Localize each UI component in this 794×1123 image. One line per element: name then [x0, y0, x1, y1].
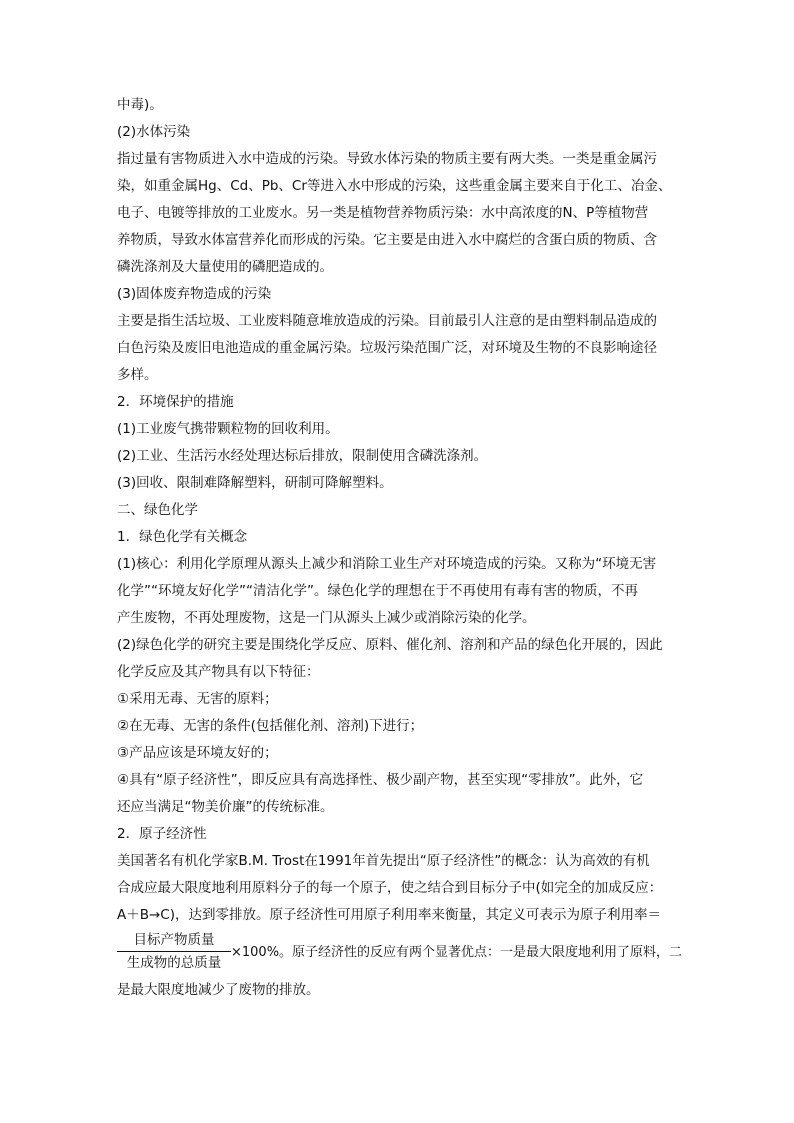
text-line: (2)绿色化学的研究主要是围绕化学反应、原料、催化剂、溶剂和产品的绿色化开展的，因此 — [117, 637, 663, 653]
text-line: 主要是指生活垃圾、工业废料随意堆放造成的污染。目前最引人注意的是由塑料制品造成的 — [117, 313, 657, 329]
section-heading: 2．原子经济性 — [117, 826, 207, 842]
formula-line — [117, 929, 683, 977]
text-line: 白色污染及废旧电池造成的重金属污染。垃圾污染范围广泛，对环境及生物的不良影响途径 — [117, 340, 657, 356]
list-item: ③产品应该是环境友好的； — [117, 745, 278, 761]
text-line: 合成应最大限度地利用原料分子的每一个原子，使之结合到目标分子中(如完全的加成反应： — [117, 880, 663, 896]
text-line: 电子、电镀等排放的工业废水。另一类是植物营养物质污染：水中高浓度的N、P等植物营 — [117, 205, 649, 221]
text-line: 多样。 — [117, 367, 158, 383]
list-item: ④具有“原子经济性”，即反应具有高选择性、极少副产物，甚至实现“零排放”。此外，它 — [117, 772, 644, 788]
section-heading: (2)水体污染 — [117, 124, 191, 140]
text-line: (1)核心：利用化学原理从源头上减少和消除工业生产对环境造成的污染。又称为“环境无害 — [117, 556, 657, 572]
list-item: ①采用无毒、无害的原料； — [117, 691, 278, 707]
text-line: 养物质，导致水体富营养化而形成的污染。它主要是由进入水中腐烂的含蛋白质的物质、含 — [117, 232, 657, 248]
text-line: 化学”“环境友好化学”“清洁化学”。绿色化学的理想在于不再使用有毒有害的物质，不再 — [117, 583, 638, 599]
atom-utilization-fraction — [117, 929, 231, 974]
section-heading: 2．环境保护的措施 — [117, 394, 234, 410]
text-line: 美国著名有机化学家B.M. Trost在1991年首先提出“原子经济性”的概念：认为高效的有机 — [117, 853, 650, 869]
formula-trailing-text: ×100%。原子经济性的反应有两个显著优点：一是最大限度地利用了原料，二 — [231, 945, 683, 960]
text-line: 磷洗涤剂及大量使用的磷肥造成的。 — [117, 259, 333, 275]
section-heading: 1．绿色化学有关概念 — [117, 529, 248, 545]
text-line: 中毒)。 — [117, 97, 163, 113]
text-line: 是最大限度地减少了废物的排放。 — [117, 982, 320, 998]
text-line: 染，如重金属Hg、Cd、Pb、Cr等进入水中形成的污染，这些重金属主要来自于化工、冶金、 — [117, 178, 672, 194]
text-line: 产生废物，不再处理废物，这是一门从源头上减少或消除污染的化学。 — [117, 610, 536, 626]
text-line: 还应当满足“物美价廉”的传统标准。 — [117, 799, 334, 815]
fraction-denominator: 生成物的总质量 — [126, 955, 222, 971]
document-page — [117, 92, 683, 1004]
text-line: 指过量有害物质进入水中造成的污染。导致水体污染的物质主要有两大类。一类是重金属污 — [117, 151, 657, 167]
text-line: A＋B→C)，达到零排放。原子经济性可用原子利用率来衡量，其定义可表示为原子利用率＝ — [117, 907, 662, 923]
text-line: 化学反应及其产物具有以下特征： — [117, 664, 320, 680]
fraction-numerator: 目标产物质量 — [117, 929, 231, 952]
text-line: (2)工业、生活污水经处理达标后排放，限制使用含磷洗涤剂。 — [117, 448, 488, 464]
list-item: ②在无毒、无害的条件(包括催化剂、溶剂)下进行； — [117, 718, 424, 734]
section-heading: (3)固体废弃物造成的污染 — [117, 286, 272, 302]
text-line: (3)回收、限制难降解塑料，研制可降解塑料。 — [117, 475, 393, 491]
text-line: (1)工业废气携带颗粒物的回收利用。 — [117, 421, 339, 437]
section-heading: 二、绿色化学 — [117, 502, 198, 518]
